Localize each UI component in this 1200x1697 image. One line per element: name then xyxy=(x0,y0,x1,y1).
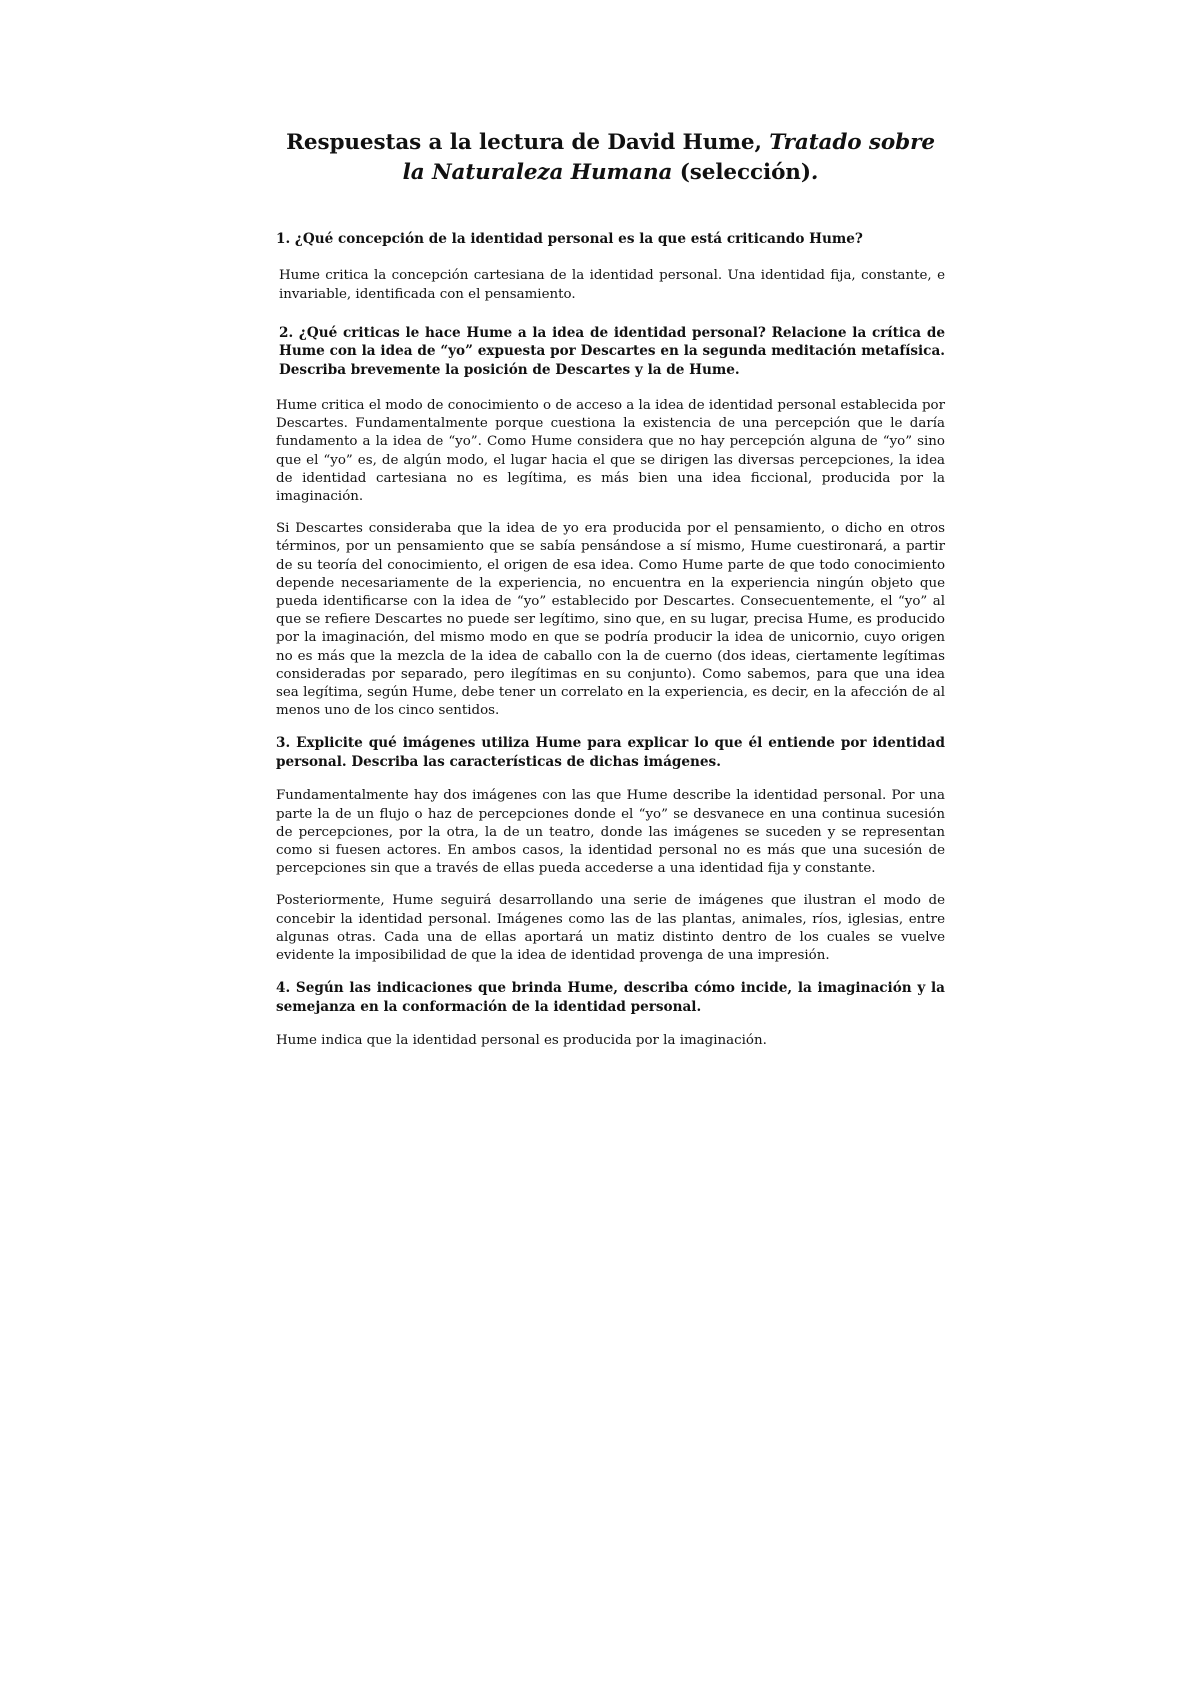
document-title xyxy=(276,128,945,188)
question-3: 3. Explicite qué imágenes utiliza Hume para explicar lo que él entiende por identidad personal. Describa las características de dichas imágenes. xyxy=(276,735,945,770)
answer-3-paragraph-1: Fundamentalmente hay dos imágenes con las que Hume describe la identidad personal. Por una parte la de un flujo o haz de percepciones donde el “yo” se desvanece en una continua sucesión de percepciones, por la otra, la de un teatro, donde las imágenes se suceden y se representan como si fuesen actores. En ambos casos, la identidad personal no es más que una sucesión de percepciones sin que a través de ellas pueda accederse a una identidad fija y constante. xyxy=(276,788,945,877)
question-4: 4. Según las indicaciones que brinda Hume, describa cómo incide, la imaginación y la semejanza en la conformación de la identidad personal. xyxy=(276,980,945,1015)
title-part1: Respuestas a la lectura de David Hume, xyxy=(286,130,770,155)
question-1: 1. ¿Qué concepción de la identidad personal es la que está criticando Hume? xyxy=(276,231,863,247)
answer-3-paragraph-2: Posteriormente, Hume seguirá desarrollando una serie de imágenes que ilustran el modo de concebir la identidad personal. Imágenes como las de las plantas, animales, ríos, iglesias, entre algunas otras. Cada una de ellas aportará un matiz distinto dentro de los cuales se vuelve evidente la imposibilidad de que la idea de identidad provenga de una impresión. xyxy=(276,893,945,963)
answer-2-paragraph-2: Si Descartes consideraba que la idea de yo era producida por el pensamiento, o dicho en otros términos, por un pensamiento que se sabía pensándose a sí mismo, Hume cuestironará, a partir de su teoría del conocimiento, el origen de esa idea. Como Hume parte de que todo conocimiento depende necesariamente de la experiencia, no encuentra en la experiencia ningún objeto que pueda identificarse con la idea de “yo” establecido por Descartes. Consecuentemente, el “yo” al que se refiere Descartes no puede ser legítimo, sino que, en su lugar, precisa Hume, es producido por la imaginación, del mismo modo en que se podría producir la idea de unicornio, cuyo origen no es más que la mezcla de la idea de caballo con la de cuerno (dos ideas, ciertamente legítimas consideradas por separado, pero ilegítimas en su conjunto). Como sabemos, para que una idea sea legítima, según Hume, debe tener un correlato en la experiencia, es decir, en la afección de al menos uno de los cinco sentidos. xyxy=(276,521,945,719)
title-period: . xyxy=(810,160,819,185)
title-part2: (selección) xyxy=(672,160,811,185)
answer-1-paragraph-1: Hume critica la concepción cartesiana de la identidad personal. Una identidad fija, constante, e invariable, identificada con el pensamiento. xyxy=(279,268,945,302)
question-2: 2. ¿Qué criticas le hace Hume a la idea de identidad personal? Relacione la crítica de Hume con la idea de “yo” expuesta por Descartes en la segunda meditación metafísica. Describa brevemente la posición de Descartes y la de Hume. xyxy=(279,324,945,378)
answer-4-paragraph-1: Hume indica que la identidad personal es producida por la imaginación. xyxy=(276,1032,767,1048)
answer-2-paragraph-1: Hume critica el modo de conocimiento o de acceso a la idea de identidad personal establecida por Descartes. Fundamentalmente porque cuestiona la existencia de una percepción que le daría fundamento a la idea de “yo”. Como Hume considera que no hay percepción alguna de “yo” sino que el “yo” es, de algún modo, el lugar hacia el que se dirigen las diversas percepciones, la idea de identidad cartesiana no es legítima, es más bien una idea ficcional, producida por la imaginación. xyxy=(276,398,945,505)
document-page xyxy=(276,128,945,1064)
title-italic: Tratado sobre la Naturaleza Humana xyxy=(402,130,935,185)
